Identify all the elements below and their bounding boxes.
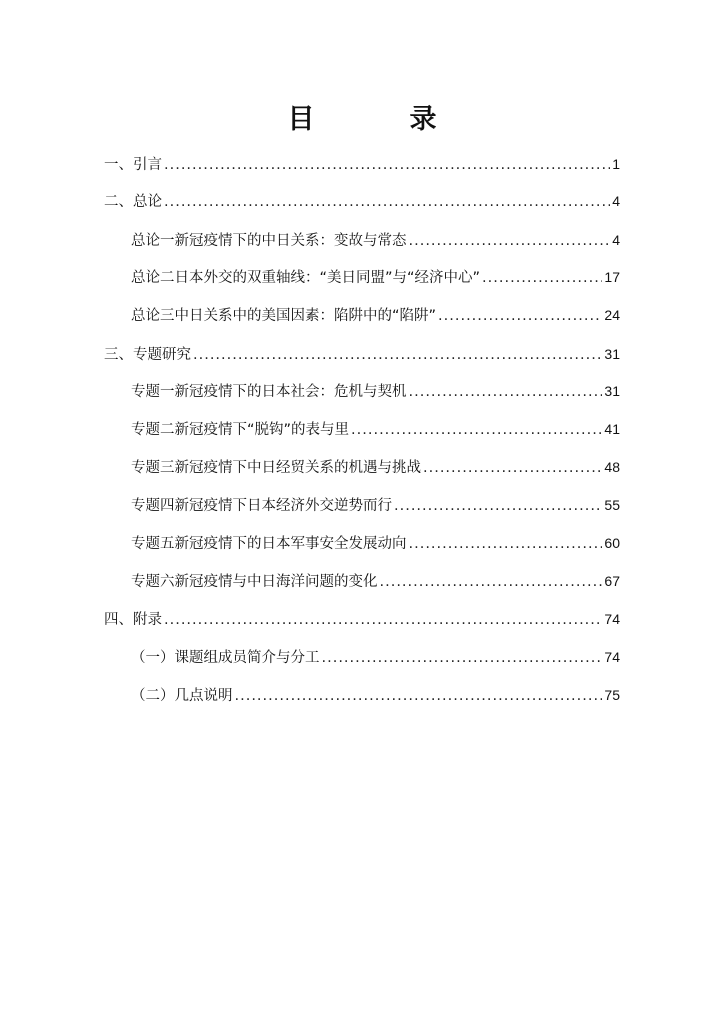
toc-entry-14[interactable] <box>131 647 620 667</box>
toc-entry-3[interactable] <box>131 230 620 250</box>
toc-entry-label: 引言 <box>133 157 162 173</box>
toc-dot-leader <box>164 155 610 175</box>
toc-entry-10[interactable] <box>131 495 620 515</box>
toc-dot-leader <box>322 648 603 668</box>
toc-page-number: 17 <box>604 269 620 285</box>
toc-dot-leader <box>438 306 602 326</box>
toc-entry-1[interactable] <box>104 154 620 174</box>
toc-dot-leader <box>351 420 602 440</box>
toc-entry-7[interactable] <box>131 381 620 401</box>
toc-dot-leader <box>409 231 611 251</box>
toc-page-number: 41 <box>604 421 620 437</box>
toc-entry-11[interactable] <box>131 533 620 553</box>
toc-dot-leader <box>409 382 603 402</box>
toc-entry-number: 专题一 <box>131 384 175 400</box>
toc-dot-leader <box>482 268 602 288</box>
toc-entry-label: 总论 <box>133 194 162 210</box>
toc-entry-label: （一）课题组成员简介与分工 <box>131 650 320 666</box>
toc-entry-label: 新冠疫情下的中日关系：变故与常态 <box>174 233 407 249</box>
toc-entry-number: 专题二 <box>131 422 175 438</box>
toc-entry-15[interactable] <box>131 685 620 705</box>
toc-entry-label: 新冠疫情下日本经济外交逆势而行 <box>174 498 392 514</box>
toc-entry-number: 专题六 <box>131 574 175 590</box>
toc-entry-label: 新冠疫情下“脱钩”的表与里 <box>174 422 350 438</box>
toc-entry-number: 专题三 <box>131 460 175 476</box>
toc-entry-number: 总论一 <box>131 233 175 249</box>
toc-entry-number: 四、 <box>104 612 133 628</box>
toc-entry-number: 总论二 <box>131 270 175 286</box>
toc-entry-label: 日本外交的双重轴线：“美日同盟”与“经济中心” <box>174 270 481 286</box>
toc-page-number: 31 <box>604 383 620 399</box>
toc-entry-number: 专题四 <box>131 498 175 514</box>
toc-page-number: 24 <box>604 307 620 323</box>
toc-entry-label: 新冠疫情下的日本社会：危机与契机 <box>174 384 407 400</box>
toc-page-number: 48 <box>604 459 620 475</box>
toc-entry-label: （二）几点说明 <box>131 688 233 704</box>
toc-page-number: 60 <box>604 535 620 551</box>
toc-entry-number: 一、 <box>104 157 133 173</box>
toc-dot-leader <box>164 192 610 212</box>
toc-entry-label: 附录 <box>133 612 162 628</box>
toc-entry-13[interactable] <box>104 609 620 629</box>
toc-dot-leader <box>193 345 602 365</box>
toc-entry-6[interactable] <box>104 344 620 364</box>
toc-entry-label: 专题研究 <box>133 347 191 363</box>
toc-dot-leader <box>394 496 602 516</box>
toc-dot-leader <box>423 458 602 478</box>
toc-page-number: 74 <box>604 611 620 627</box>
toc-page-number: 74 <box>604 649 620 665</box>
toc-page-number: 31 <box>604 346 620 362</box>
toc-entry-12[interactable] <box>131 571 620 591</box>
toc-title: 目 录 <box>287 104 471 135</box>
toc-entry-number: 总论三 <box>131 308 175 324</box>
toc-page-number: 67 <box>604 573 620 589</box>
toc-entry-9[interactable] <box>131 457 620 477</box>
toc-page-number: 75 <box>604 687 620 703</box>
toc-entry-8[interactable] <box>131 419 620 439</box>
toc-page-number: 4 <box>612 193 620 209</box>
toc-entry-number: 专题五 <box>131 536 175 552</box>
toc-dot-leader <box>235 686 603 706</box>
toc-entry-4[interactable] <box>131 267 620 287</box>
toc-entry-label: 中日关系中的美国因素：陷阱中的“陷阱” <box>174 308 437 324</box>
toc-entry-number: 三、 <box>104 347 133 363</box>
toc-entry-5[interactable] <box>131 305 620 325</box>
toc-dot-leader <box>380 572 603 592</box>
toc-page-number: 4 <box>612 232 620 248</box>
toc-entry-2[interactable] <box>104 191 620 211</box>
toc-entry-label: 新冠疫情下的日本军事安全发展动向 <box>174 536 407 552</box>
toc-entry-number: 二、 <box>104 194 133 210</box>
toc-dot-leader <box>409 534 603 554</box>
toc-page-number: 55 <box>604 497 620 513</box>
toc-page-number: 1 <box>612 156 620 172</box>
toc-entry-label: 新冠疫情与中日海洋问题的变化 <box>174 574 378 590</box>
toc-dot-leader <box>164 610 602 630</box>
toc-entry-label: 新冠疫情下中日经贸关系的机遇与挑战 <box>174 460 421 476</box>
